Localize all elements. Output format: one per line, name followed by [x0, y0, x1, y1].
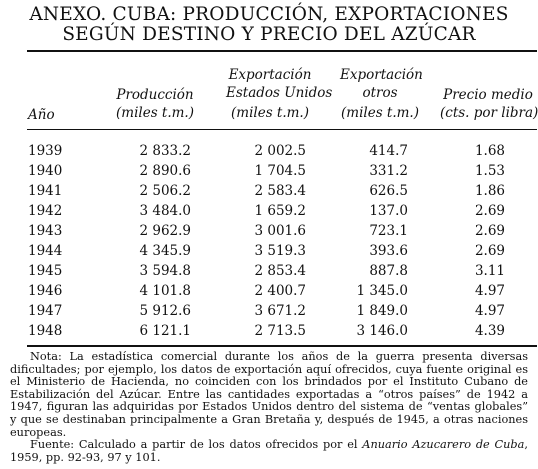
cell-year: 1945 [28, 263, 63, 279]
cell-export-us: 3 519.3 [254, 243, 306, 259]
cell-export-others: 723.1 [369, 223, 408, 239]
cell-production: 3 484.0 [139, 203, 191, 219]
cell-price: 1.68 [474, 143, 505, 159]
cell-year: 1944 [28, 243, 63, 259]
cell-export-others: 331.2 [369, 163, 408, 179]
table-title-line-1: ANEXO. CUBA: PRODUCCIÓN, EXPORTACIONES [29, 4, 509, 25]
cell-price: 1.86 [474, 183, 505, 199]
cell-production: 6 121.1 [139, 323, 191, 339]
cell-production: 4 345.9 [139, 243, 191, 259]
cell-price: 4.97 [474, 283, 505, 299]
table-notes [10, 351, 528, 464]
cell-export-us: 2 713.5 [254, 323, 306, 339]
header-export-others-label: Exportación [340, 67, 423, 83]
cell-price: 2.69 [474, 203, 505, 219]
cell-production: 2 962.9 [139, 223, 191, 239]
header-export-us-unit: (miles t.m.) [231, 105, 309, 121]
cell-year: 1942 [28, 203, 63, 219]
cell-export-others: 626.5 [369, 183, 408, 199]
header-export-others-unit: (miles t.m.) [341, 105, 419, 121]
header-export-us-label: Exportación [228, 67, 312, 83]
header-price-unit: (cts. por libra) [440, 105, 538, 121]
cell-year: 1940 [28, 163, 63, 179]
cell-price: 1.53 [474, 163, 505, 179]
cell-export-others: 393.6 [369, 243, 408, 259]
source-work-title: Anuario Azucarero de Cuba [362, 438, 525, 452]
cell-production: 2 833.2 [139, 143, 191, 159]
header-production-unit: (miles t.m.) [116, 105, 194, 121]
cell-production: 4 101.8 [139, 283, 191, 299]
cell-year: 1941 [28, 183, 63, 199]
cell-export-us: 2 400.7 [254, 283, 306, 299]
cell-export-others: 3 146.0 [356, 323, 408, 339]
cell-year: 1939 [28, 143, 63, 159]
source-suffix: , 1959, pp. 92-93, 97 y 101. [10, 438, 528, 464]
cell-price: 2.69 [474, 223, 505, 239]
header-year: Año [28, 107, 55, 123]
cell-export-us: 2 853.4 [254, 263, 306, 279]
cell-export-others: 1 345.0 [356, 283, 408, 299]
cell-production: 2 890.6 [139, 163, 191, 179]
header-price-label: Precio medio [443, 87, 533, 103]
cell-year: 1946 [28, 283, 63, 299]
cell-year: 1943 [28, 223, 63, 239]
header-export-others-destination: otros [362, 85, 398, 101]
note-paragraph: Nota: La estadística comercial durante los años de la guerra presenta diversas dificultades; por ejemplo, los datos de exportación aquí ofrecidos, cuya fuente original es el Ministerio de Hacienda, no coinciden con los brindados por el Instituto Cubano de Estabilización del Azúcar. Entre las cantidades exportadas a “otros países” de 1942 a 1947, figuran las adquiridas por Estados Unidos dentro del sistema de “ventas globales” y que se destinaban principalmente a Gran Bretaña y, después de 1945, a otras naciones europeas. [10, 350, 528, 439]
cell-export-us: 3 671.2 [254, 303, 306, 319]
cell-production: 2 506.2 [139, 183, 191, 199]
cell-production: 5 912.6 [139, 303, 191, 319]
cell-year: 1948 [28, 323, 63, 339]
header-export-us-destination: Estados Unidos [226, 85, 333, 101]
cell-price: 4.39 [474, 323, 505, 339]
bottom-rule [27, 345, 537, 347]
source-prefix: Fuente: Calculado a partir de los datos ofrecidos por el [30, 438, 363, 452]
header-rule [27, 129, 537, 130]
cell-price: 4.97 [474, 303, 505, 319]
cell-export-others: 137.0 [369, 203, 408, 219]
cell-export-us: 3 001.6 [254, 223, 306, 239]
cell-year: 1947 [28, 303, 63, 319]
cell-export-others: 414.7 [369, 143, 408, 159]
cell-price: 3.11 [474, 263, 505, 279]
cell-export-us: 1 704.5 [254, 163, 306, 179]
cell-production: 3 594.8 [139, 263, 191, 279]
table-title-line-2: SEGÚN DESTINO Y PRECIO DEL AZÚCAR [62, 24, 476, 45]
cell-export-others: 887.8 [369, 263, 408, 279]
cell-export-us: 1 659.2 [254, 203, 306, 219]
cell-export-us: 2 002.5 [254, 143, 306, 159]
top-rule [27, 50, 537, 52]
header-production-label: Producción [116, 87, 194, 103]
cell-export-others: 1 849.0 [356, 303, 408, 319]
cell-price: 2.69 [474, 243, 505, 259]
cell-export-us: 2 583.4 [254, 183, 306, 199]
source-paragraph [10, 439, 528, 464]
